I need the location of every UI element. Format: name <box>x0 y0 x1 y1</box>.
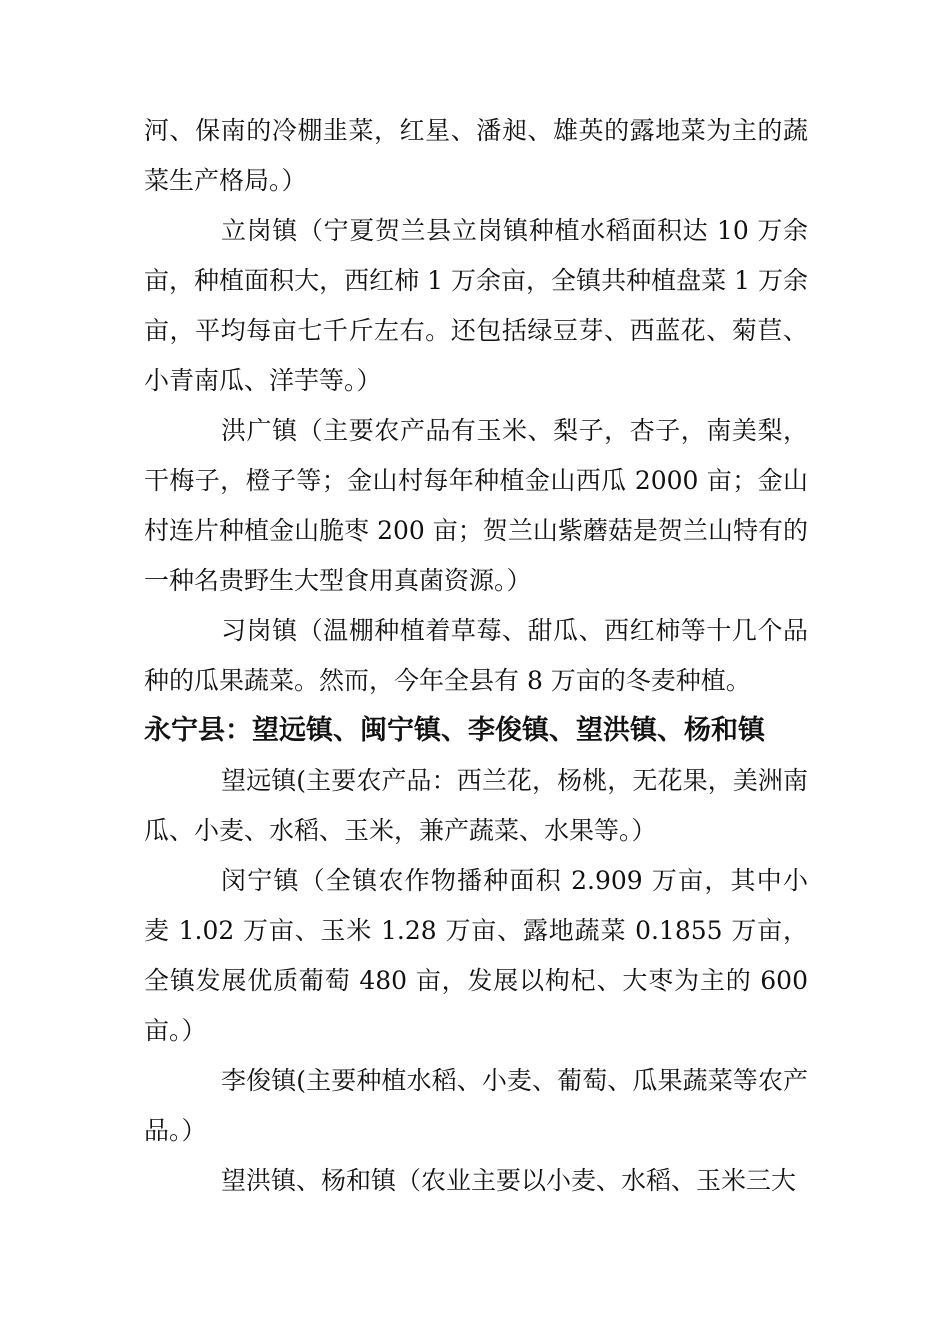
document-body <box>144 106 808 1206</box>
paragraph-hongguang-town: 洪广镇（主要农产品有玉米、梨子，杏子，南美梨，干梅子，橙子等；金山村每年种植金山西瓜 2000 亩；金山村连片种植金山脆枣 200 亩；贺兰山紫蘑菇是贺兰山特有的一种名贵野生大型食用真菌资源。） <box>144 416 808 595</box>
section-heading-yongning-county: 永宁县：望远镇、闽宁镇、李俊镇、望洪镇、杨和镇 <box>144 715 765 746</box>
paragraph-xigang-town: 习岗镇（温棚种植着草莓、甜瓜、西红柿等十几个品种的瓜果蔬菜。然而，今年全县有 8 万亩的冬麦种植。 <box>144 616 808 695</box>
paragraph-lijun-town: 李俊镇(主要种植水稻、小麦、葡萄、瓜果蔬菜等农产品。） <box>144 1066 808 1145</box>
paragraph-wangyuan-town: 望远镇(主要农产品：西兰花，杨桃，无花果，美洲南瓜、小麦、水稻、玉米，兼产蔬菜、水果等。） <box>144 766 808 845</box>
paragraph-continuation: 河、保南的冷棚韭菜，红星、潘昶、雄英的露地菜为主的蔬菜生产格局。） <box>144 116 808 195</box>
paragraph-ligang-town: 立岗镇（宁夏贺兰县立岗镇种植水稻面积达 10 万余亩，种植面积大，西红柿 1 万余亩，全镇共种植盘菜 1 万余亩，平均每亩七千斤左右。还包括绿豆芽、西蓝花、菊苣、小青南瓜、洋芋等。） <box>144 216 808 395</box>
paragraph-wanghong-yanghe-town: 望洪镇、杨和镇（农业主要以小麦、水稻、玉米三大 <box>221 1166 797 1195</box>
paragraph-minning-town: 闵宁镇（全镇农作物播种面积 2.909 万亩，其中小麦 1.02 万亩、玉米 1.28 万亩、露地蔬菜 0.1855 万亩，全镇发展优质葡萄 480 亩，发展以枸杞、大枣为主的 600 亩。） <box>144 866 808 1045</box>
